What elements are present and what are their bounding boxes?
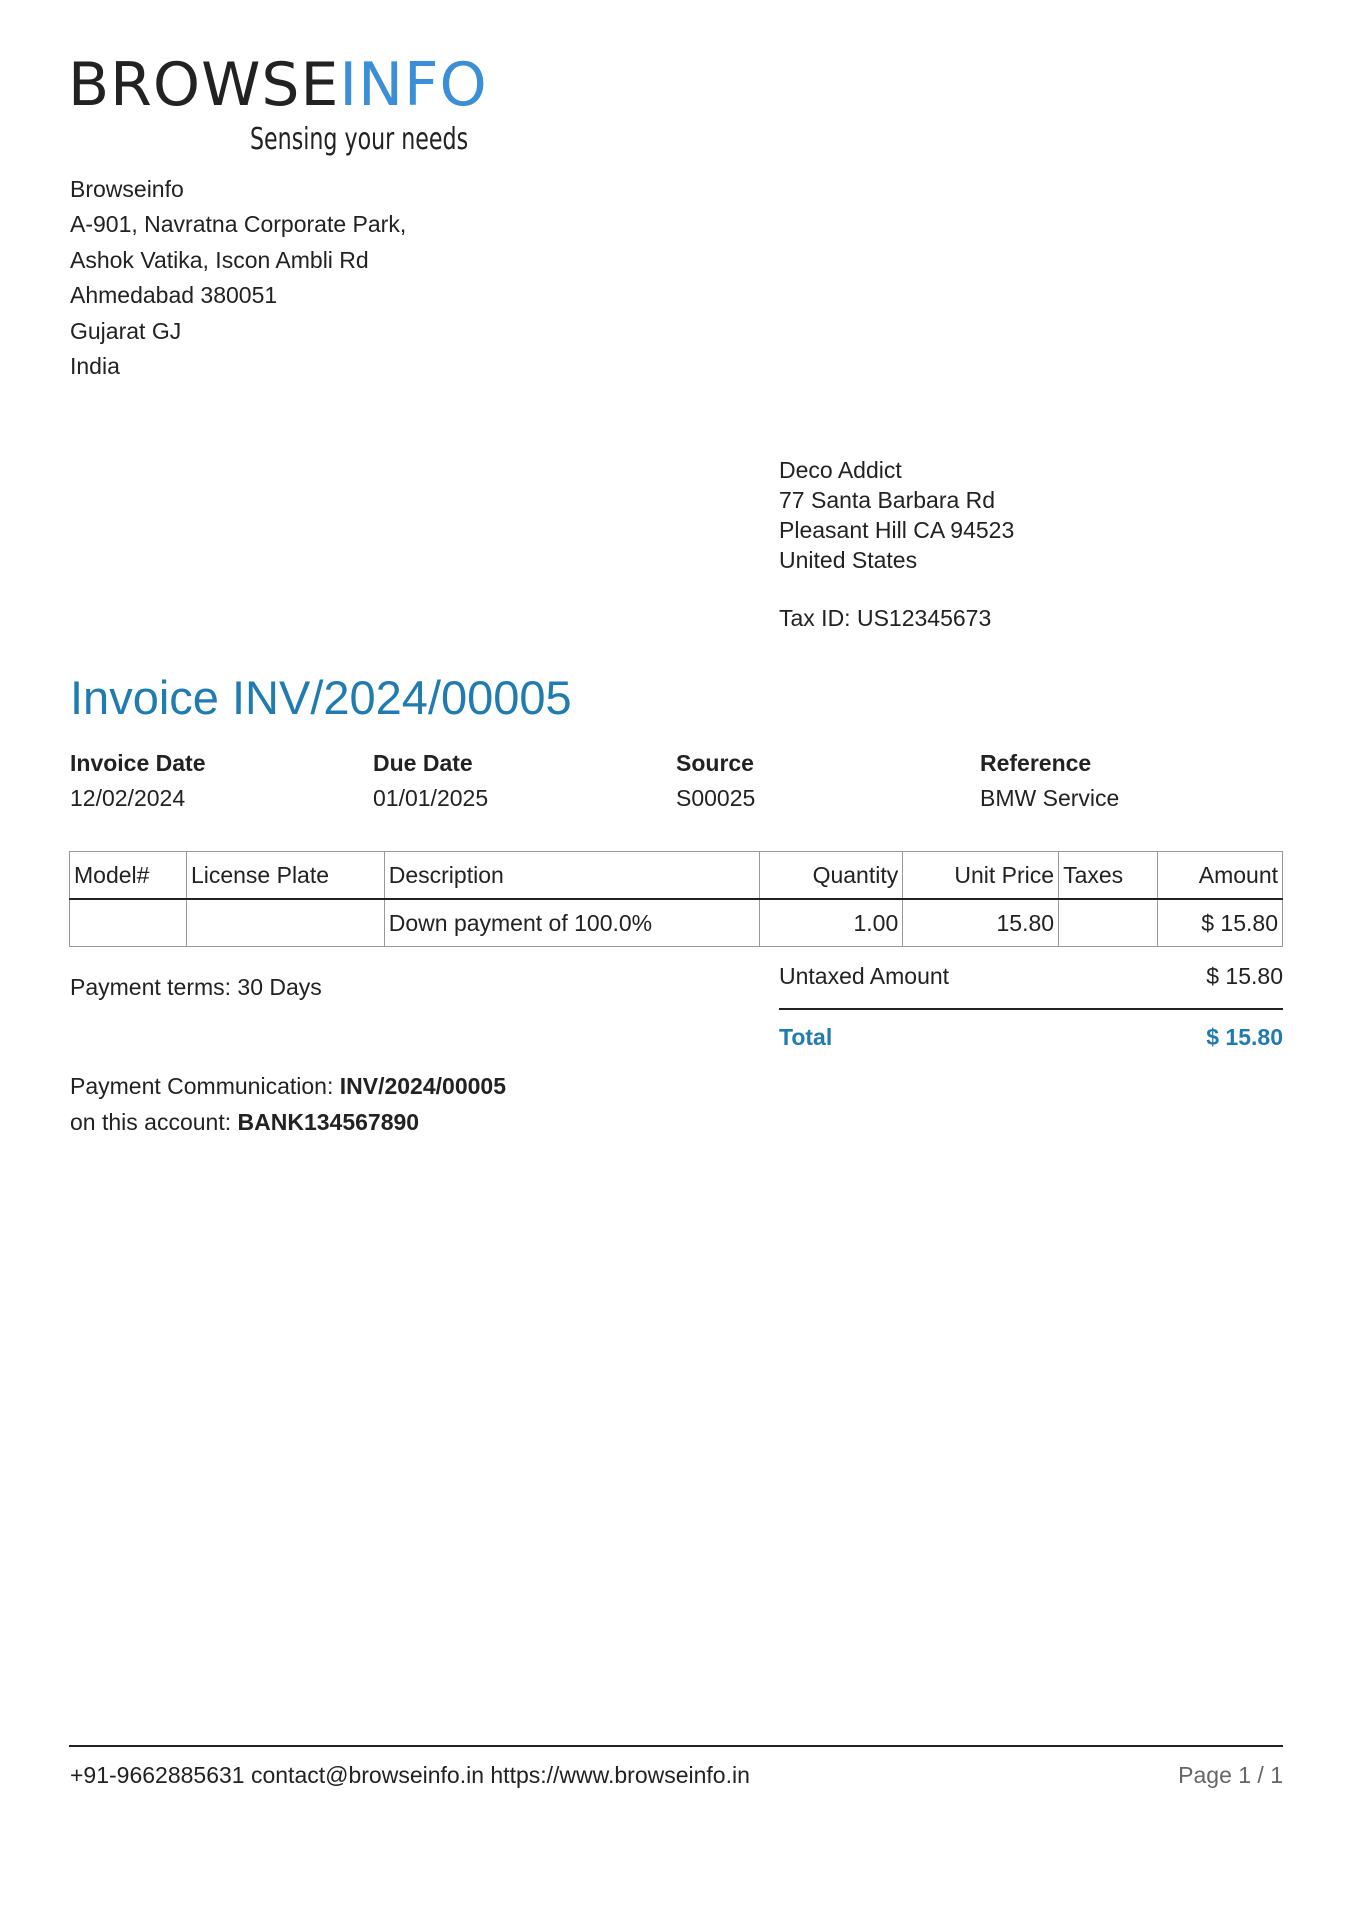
payment-communication-line [70,1068,506,1104]
column-header-quantity: Quantity [760,852,903,900]
total-row [779,1024,1283,1054]
reference-value: BMW Service [980,785,1120,811]
source-value: S00025 [676,785,756,811]
total-value: $ 15.80 [1206,1024,1283,1050]
invoice-title: Invoice INV/2024/00005 [70,671,572,724]
cell-license-plate [186,899,384,947]
company-address [70,172,406,384]
customer-address-line: 77 Santa Barbara Rd [779,487,996,513]
untaxed-amount-row [779,963,1283,993]
totals-divider [779,1008,1283,1010]
column-header-taxes: Taxes [1059,852,1158,900]
cell-model [70,899,187,947]
company-address-line: Ashok Vatika, Iscon Ambli Rd [70,246,369,273]
footer-divider [69,1745,1283,1747]
untaxed-amount-label: Untaxed Amount [779,963,950,989]
invoice-date-label: Invoice Date [70,750,206,776]
logo-tagline: Sensing your needs [250,122,469,157]
company-logo [68,50,488,120]
column-header-amount: Amount [1158,852,1283,900]
column-header-description: Description [384,852,760,900]
logo-text-info: INFO [339,50,488,120]
total-label: Total [779,1024,833,1050]
payment-account-label: on this account: [70,1109,238,1135]
cell-quantity: 1.00 [760,899,903,947]
company-address-line: Browseinfo [70,176,184,202]
payment-terms: Payment terms: 30 Days [70,974,322,1000]
customer-address-line: Pleasant Hill CA 94523 [779,517,1015,543]
due-date-label: Due Date [373,750,473,776]
invoice-date-value: 12/02/2024 [70,785,186,811]
company-address-line: Gujarat GJ [70,317,182,344]
column-header-unit-price: Unit Price [903,852,1059,900]
column-header-license-plate: License Plate [186,852,384,900]
payment-account-value: BANK134567890 [237,1109,420,1135]
payment-communication [70,1068,506,1140]
customer-address-line: Deco Addict [779,457,902,483]
cell-amount: $ 15.80 [1158,899,1283,947]
payment-account-line [70,1104,506,1140]
payment-communication-label: Payment Communication: [70,1073,340,1099]
company-address-line: India [70,353,120,380]
table-header-row [70,852,1283,900]
logo-text-browse: BROWSE [68,50,340,120]
customer-address [779,455,1014,575]
cell-unit-price: 15.80 [903,899,1059,947]
customer-tax-id: Tax ID: US12345673 [779,605,992,631]
invoice-lines-table [69,851,1283,947]
payment-communication-value: INV/2024/00005 [339,1073,506,1099]
reference-label: Reference [980,750,1092,776]
column-header-model: Model# [70,852,187,900]
cell-taxes [1059,899,1158,947]
untaxed-amount-value: $ 15.80 [1206,963,1283,989]
table-row [70,899,1283,947]
source-label: Source [676,750,754,776]
footer-contact: +91-9662885631 contact@browseinfo.in https://www.browseinfo.in [70,1762,750,1788]
company-address-line: Ahmedabad 380051 [70,282,278,309]
company-address-line: A-901, Navratna Corporate Park, [70,211,407,238]
due-date-value: 01/01/2025 [373,785,489,811]
cell-description: Down payment of 100.0% [384,899,760,947]
page-number: Page 1 / 1 [1178,1762,1283,1788]
customer-address-line: United States [779,547,918,573]
